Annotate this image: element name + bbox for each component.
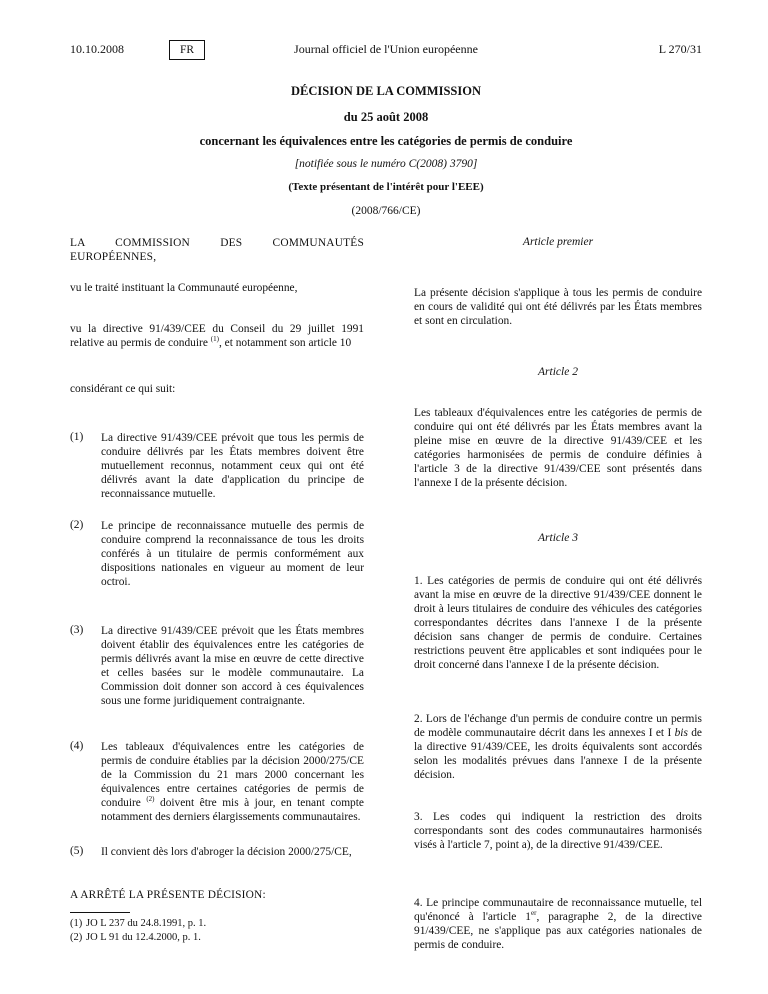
adopted-heading: A ARRÊTÉ LA PRÉSENTE DÉCISION: [70, 889, 266, 901]
article-3-paragraph-4 [414, 896, 702, 952]
article-3-heading: Article 3 [538, 532, 578, 544]
recital-text: La directive 91/439/CEE prévoit que tous les permis de conduire délivrés par les États membres doivent être mutuellement reconnus, notamment ceux qui ont été délivrés avant la date d'application du principe de reconnaissance mutuelle. [101, 432, 364, 500]
footnote-ref-2: (2) [146, 795, 155, 804]
recital-text [101, 740, 364, 824]
recital-number: (3) [70, 624, 84, 636]
notification-number: [notifiée sous le numéro C(2008) 3790] [294, 158, 478, 170]
journal-title: Journal officiel de l'Union européenne [294, 42, 478, 56]
article-1-heading: Article premier [522, 236, 594, 248]
header-date: 10.10.2008 [70, 42, 124, 56]
article-3-paragraph-2 [414, 712, 702, 782]
recital-text-part: Les tableaux d'équivalences entre les catégories de permis de conduire établies par la décision 2000/275/CE de la Commission du 21 mars 2000 concernant les équivalences entre certaines catégories de permis de conduire [101, 741, 364, 809]
paragraph-text: de la directive 91/439/CEE, les droits équivalents sont accordés selon les modalités prévues dans l'annexe I de la présente décision. [414, 727, 702, 781]
article-2-heading: Article 2 [538, 366, 578, 378]
footnote-mark: (1) [70, 918, 83, 929]
language-box: FR [169, 40, 205, 60]
article-3-paragraph-3: 3. Les codes qui indiquent la restriction des droits correspondants sont des codes communautaires harmonisés visés à l'article 7, point a), de la directive 91/439/CEE. [414, 811, 702, 851]
recital-number: (2) [70, 519, 84, 531]
recital-text: Le principe de reconnaissance mutuelle des permis de conduire comprend la reconnaissance de tous les droits conférés à un titulaire de permis conformément aux dispositions nationales en vigueur au moment de leur octroi. [101, 520, 364, 588]
footnote-text: JO L 91 du 12.4.2000, p. 1. [86, 932, 201, 943]
paragraph-italic: bis [674, 727, 688, 739]
superscript: er [530, 909, 537, 918]
footnote-mark: (2) [70, 932, 83, 943]
footnote-ref-1: (1) [210, 335, 219, 344]
eee-relevance: (Texte présentant de l'intérêt pour l'EEE) [288, 181, 484, 193]
decision-subject: concernant les équivalences entre les catégories de permis de conduire [199, 134, 573, 148]
article-2-text: Les tableaux d'équivalences entre les catégories de permis de conduire qui ont été délivrés par les États membres avant la pleine mise en œuvre de la directive 91/439/CEE et les catégories harmonisées de permis de conduire définies à l'article 3 de la directive 91/439/CEE sont présentés dans l'annexe I de la présente décision. [414, 407, 702, 489]
citation-directive-text: vu la directive 91/439/CEE du Conseil du 29 juillet 1991 relative au permis de conduire [70, 323, 364, 349]
paragraph-text: , paragraphe 2, de la directive 91/439/CEE, ne s'applique pas aux catégories nationales de permis de conduire. [414, 911, 702, 951]
recital-text: Il convient dès lors d'abroger la décision 2000/275/CE, [101, 846, 352, 858]
footnote [70, 918, 206, 929]
recital-number: (1) [70, 431, 84, 443]
recital-number: (4) [70, 740, 84, 752]
decision-number: (2008/766/CE) [351, 205, 421, 217]
article-3-paragraph-1: 1. Les catégories de permis de conduire qui ont été délivrés avant la mise en œuvre de la directive 91/439/CEE donnent le droit à leurs titulaires de conduire des véhicules des catégories correspondantes décrites dans l'annexe I de la présente décision sans changer de permis de conduire. Certaines restrictions peuvent être applicables et sont indiquées pour le droit concerné dans l'annexe I de la présente décision. [414, 575, 702, 671]
footnote-divider [70, 912, 130, 913]
whereas-heading: considérant ce qui suit: [70, 383, 176, 395]
recital-number: (5) [70, 845, 84, 857]
recital-text-part: doivent être mis à jour, en tenant compte notamment des derniers élargissements communautaires. [101, 797, 364, 823]
decision-date: du 25 août 2008 [343, 110, 429, 124]
paragraph-text: 2. Lors de l'échange d'un permis de conduire contre un permis de modèle communautaire décrit dans les annexes I et I [414, 713, 702, 739]
decision-title: DÉCISION DE LA COMMISSION [291, 84, 481, 98]
paragraph-text: 4. Le principe communautaire de reconnaissance mutuelle, tel qu'énoncé à l'article 1 [414, 897, 702, 923]
page-reference: L 270/31 [658, 42, 702, 56]
commission-heading: LA COMMISSION DES COMMUNAUTÉS EUROPÉENNES, [70, 237, 364, 263]
article-1-text: La présente décision s'applique à tous les permis de conduire en cours de validité qui ont été délivrés par les États membres et sont en circulation. [414, 287, 702, 327]
footnote [70, 932, 201, 943]
recital-text: La directive 91/439/CEE prévoit que les États membres doivent établir des équivalences entre les catégories de permis délivrés avant la mise en œuvre de cette directive et celles basées sur le modèle communautaire. La Commission doit donner son accord à ces équivalences sous une forme juridiquement contraignante. [101, 625, 364, 707]
citation-treaty: vu le traité instituant la Communauté européenne, [70, 282, 298, 294]
page-header [70, 40, 702, 62]
citation-directive [70, 322, 364, 350]
footnote-text: JO L 237 du 24.8.1991, p. 1. [86, 918, 207, 929]
citation-directive-rest: , et notamment son article 10 [218, 337, 352, 349]
